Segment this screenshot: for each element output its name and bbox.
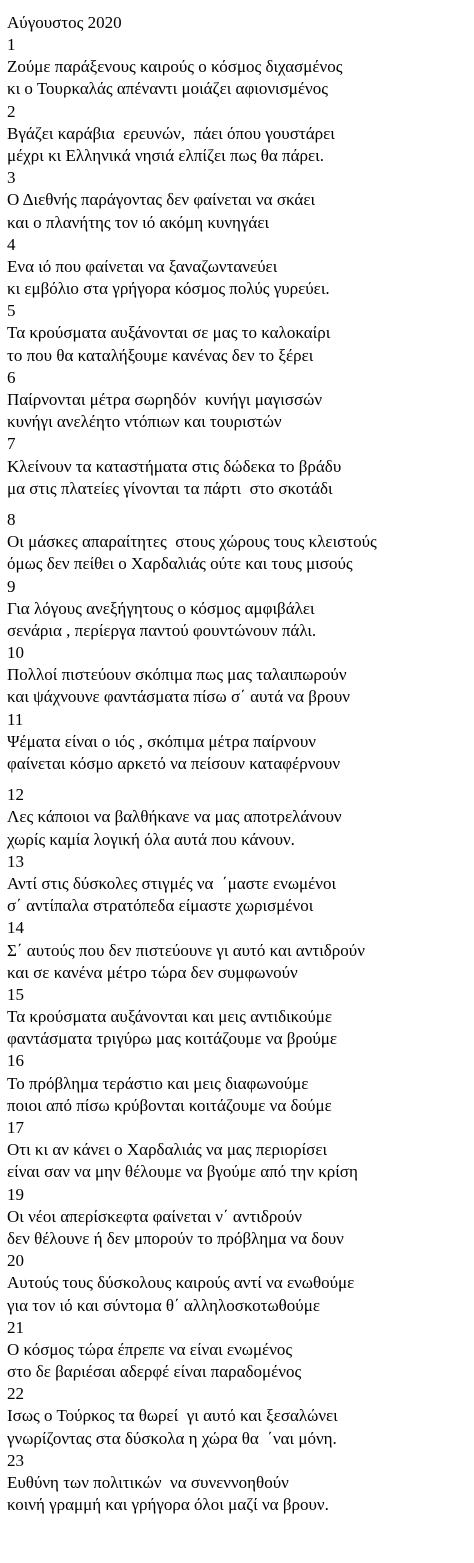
stanza xyxy=(7,101,467,168)
verse-line: Για λόγους ανεξήγητους ο κόσμος αμφιβάλει xyxy=(7,598,315,618)
verse-line: χωρίς καμία λογική όλα αυτά που κάνουν. xyxy=(7,829,295,849)
stanza xyxy=(7,1317,467,1384)
stanza-list xyxy=(7,34,467,1516)
stanza xyxy=(7,642,467,709)
stanza-number: 4 xyxy=(7,234,16,254)
verse-line: Παίρνονται μέτρα σωρηδόν κυνήγι μαγισσών xyxy=(7,390,323,409)
verse-line: Αντί στις δύσκολες στιγμές να ΄μαστε ενωμένοι xyxy=(7,873,337,893)
verse-line: Ο Διεθνής παράγοντας δεν φαίνεται να σκάει xyxy=(7,190,316,210)
verse-line: Πολλοί πιστεύουν σκόπιμα πως μας ταλαιπωρούν xyxy=(7,665,347,685)
verse-line: Ευθύνη των πολιτικών να συνεννοηθούν xyxy=(7,1473,289,1492)
stanza-number: 5 xyxy=(7,301,16,321)
verse-line: στο δε βαριέσαι αδερφέ είναι παραδομένος xyxy=(7,1362,302,1382)
stanza xyxy=(7,234,467,301)
verse-line: όμως δεν πείθει ο Χαρδαλιάς ούτε και τους μισούς xyxy=(7,554,353,574)
stanza xyxy=(7,367,467,434)
verse-line: σ΄ αντίπαλα στρατόπεδα είμαστε χωρισμένοι xyxy=(7,896,314,916)
verse-line: δεν θέλουνε ή δεν μπορούν το πρόβλημα να δουν xyxy=(7,1228,344,1248)
verse-line: κι ο Τουρκαλάς απέναντι μοιάζει αφιονισμένος xyxy=(7,79,328,99)
verse-line: κυνήγι ανελέητο ντόπιων και τουριστών xyxy=(7,412,282,432)
verse-line: Το πρόβλημα τεράστιο και μεις διαφωνούμε xyxy=(7,1073,309,1093)
stanza xyxy=(7,1383,467,1450)
verse-line: Βγάζει καράβια ερευνών, πάει όπου γουστάρει xyxy=(7,123,335,143)
stanza xyxy=(7,34,467,101)
stanza xyxy=(7,709,467,776)
stanza-number: 1 xyxy=(7,35,16,54)
verse-line: Οι μάσκες απαραίτητες στους χώρους τους κλειστούς xyxy=(7,532,377,552)
stanza xyxy=(7,300,467,367)
stanza xyxy=(7,917,467,984)
stanza-number: 12 xyxy=(7,785,24,805)
stanza-number: 19 xyxy=(7,1184,24,1204)
stanza-number: 6 xyxy=(7,367,16,387)
verse-line: Ψέματα είναι ο ιός , σκόπιμα μέτρα παίρνουν xyxy=(7,731,316,751)
stanza-number: 23 xyxy=(7,1450,24,1470)
stanza xyxy=(7,1250,467,1317)
verse-line: και ο πλανήτης τον ιό ακόμη κυνηγάει xyxy=(7,212,270,232)
stanza-number: 22 xyxy=(7,1384,24,1404)
verse-line: Οτι κι αν κάνει ο Χαρδαλιάς να μας περιορίσει xyxy=(7,1140,328,1160)
stanza xyxy=(7,509,467,576)
verse-line: ποιοι από πίσω κρύβονται κοιτάζουμε να δούμε xyxy=(7,1095,332,1115)
stanza xyxy=(7,784,467,851)
poem-document xyxy=(7,11,467,1516)
verse-line: είναι σαν να μην θέλουμε να βγούμε από την κρίση xyxy=(7,1162,358,1182)
stanza xyxy=(7,167,467,234)
verse-line: γνωρίζοντας στα δύσκολα η χώρα θα ΄ναι μόνη. xyxy=(7,1428,337,1448)
stanza-number: 7 xyxy=(7,434,16,454)
stanza xyxy=(7,984,467,1051)
verse-line: Ενα ιό που φαίνεται να ξαναζωντανεύει xyxy=(7,256,278,276)
stanza-number: 17 xyxy=(7,1118,24,1137)
stanza-number: 10 xyxy=(7,643,24,663)
verse-line: Σ΄ αυτούς που δεν πιστεύουνε γι αυτό και αντιδρούν xyxy=(7,940,365,960)
stanza xyxy=(7,433,467,500)
verse-line: Οι νέοι απερίσκεφτα φαίνεται ν΄ αντιδρούν xyxy=(7,1206,302,1226)
verse-line: φαντάσματα τριγύρω μας κοιτάζουμε να βρούμε xyxy=(7,1029,338,1049)
verse-line: Λες κάποιοι να βαλθήκανε να μας αποτρελάνουν xyxy=(7,807,342,827)
stanza-number: 15 xyxy=(7,984,24,1004)
verse-line: Τα κρούσματα αυξάνονται σε μας το καλοκαίρι xyxy=(7,323,331,343)
verse-line: και ψάχνουνε φαντάσματα πίσω σ΄ αυτά να βρουν xyxy=(7,687,350,707)
verse-line: για τον ιό και σύντομα θ΄ αλληλοσκοτωθούμε xyxy=(7,1295,320,1315)
stanza-number: 13 xyxy=(7,851,24,871)
stanza-number: 11 xyxy=(7,709,24,729)
stanza xyxy=(7,1184,467,1251)
stanza-number: 14 xyxy=(7,918,24,938)
verse-line: μα στις πλατείες γίνονται τα πάρτι στο σκοτάδι xyxy=(7,478,333,498)
verse-line: και σε κανένα μέτρο τώρα δεν συμφωνούν xyxy=(7,962,298,982)
verse-line: κι εμβόλιο στα γρήγορα κόσμος πολύς γυρεύει. xyxy=(7,279,330,299)
verse-line: μέχρι κι Ελληνικά νησιά ελπίζει πως θα πάρει. xyxy=(7,145,324,165)
stanza-number: 16 xyxy=(7,1051,24,1071)
verse-line: Κλείνουν τα καταστήματα στις δώδεκα το βράδυ xyxy=(7,456,342,476)
verse-line: σενάρια , περίεργα παντού φουντώνουν πάλι. xyxy=(7,620,317,640)
verse-line: κοινή γραμμή και γρήγορα όλοι μαζί να βρουν. xyxy=(7,1495,329,1515)
verse-line: Ο κόσμος τώρα έπρεπε να είναι ενωμένος xyxy=(7,1339,293,1359)
verse-line: Αυτούς τους δύσκολους καιρούς αντί να ενωθούμε xyxy=(7,1273,355,1293)
stanza-number: 3 xyxy=(7,168,16,188)
stanza xyxy=(7,1117,467,1184)
stanza xyxy=(7,1450,467,1517)
verse-line: Ισως ο Τούρκος τα θωρεί γι αυτό και ξεσαλώνει xyxy=(7,1406,338,1426)
verse-line: Τα κρούσματα αυξάνονται και μεις αντιδικούμε xyxy=(7,1007,333,1027)
stanza-number: 20 xyxy=(7,1251,24,1271)
stanza xyxy=(7,851,467,918)
stanza-number: 2 xyxy=(7,101,16,121)
stanza-number: 21 xyxy=(7,1317,24,1337)
verse-line: φαίνεται κόσμο αρκετό να πείσουν καταφέρνουν xyxy=(7,754,341,773)
stanza-number: 9 xyxy=(7,576,16,596)
stanza xyxy=(7,1050,467,1117)
stanza xyxy=(7,576,467,643)
verse-line: το που θα καταλήξουμε κανένας δεν το ξέρει xyxy=(7,345,314,365)
verse-line: Ζούμε παράξενους καιρούς ο κόσμος διχασμένος xyxy=(7,57,343,77)
poem-date-title: Αύγουστος 2020 xyxy=(7,13,122,32)
stanza-number: 8 xyxy=(7,509,16,529)
